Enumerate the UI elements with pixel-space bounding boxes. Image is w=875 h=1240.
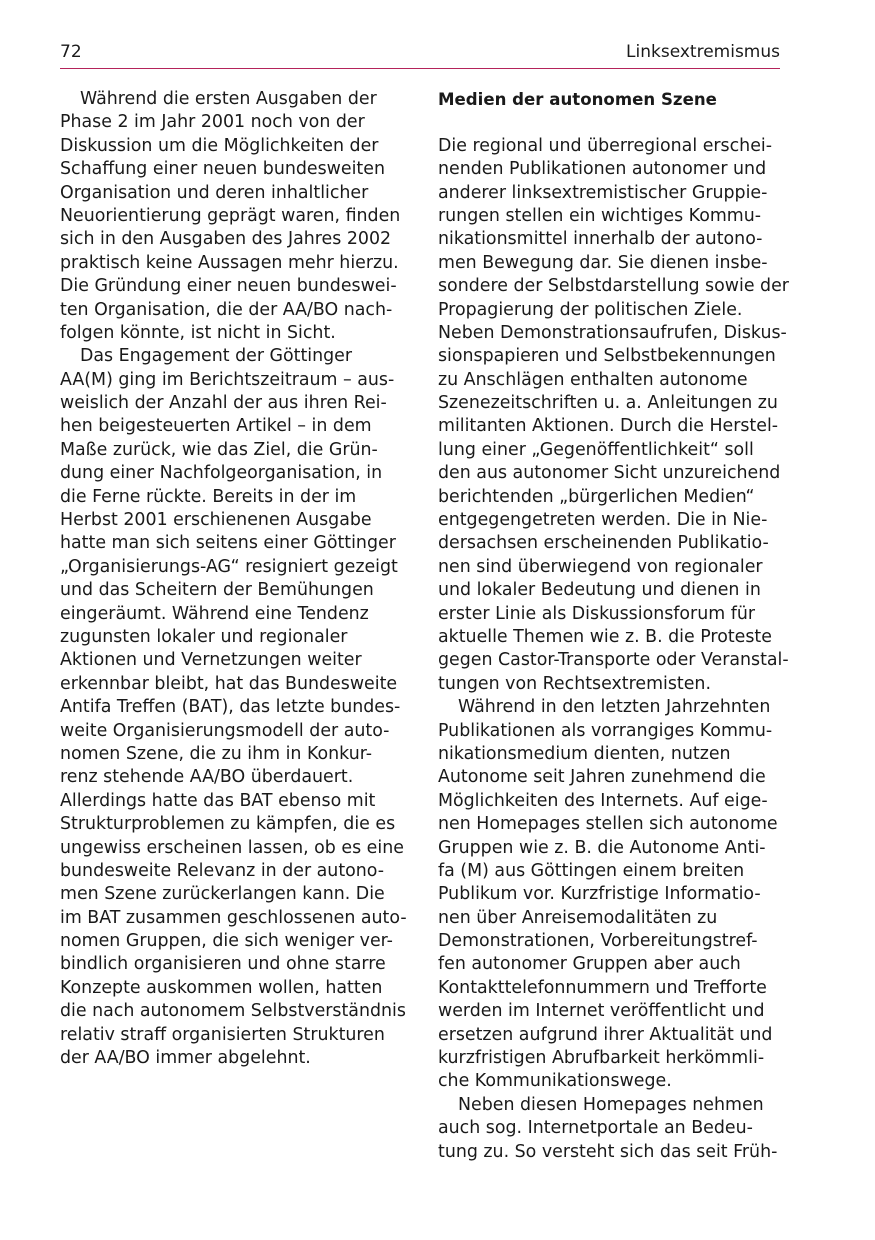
text-line: dung einer Nachfolgeorganisation, in bbox=[60, 463, 383, 484]
text-line: ten Organisation, die der AA/BO nach- bbox=[60, 299, 393, 320]
text-line: Während in den letzten Jahrzehnten bbox=[458, 697, 771, 718]
text-line: im BAT zusammen geschlossenen auto- bbox=[60, 907, 407, 928]
text-line: anderer linksextremistischer Gruppie- bbox=[438, 182, 768, 203]
text-line: Autonome seit Jahren zunehmend die bbox=[438, 767, 766, 788]
right-column bbox=[438, 88, 789, 1164]
text-line: nen Homepages stellen sich autonome bbox=[438, 814, 778, 835]
text-line: Neben diesen Homepages nehmen bbox=[458, 1094, 764, 1115]
text-line: sich in den Ausgaben des Jahres 2002 bbox=[60, 229, 392, 250]
text-line: „Organisierungs-AG“ resigniert gezeigt bbox=[60, 556, 398, 577]
text-line: Publikationen als vorrangiges Kommu- bbox=[438, 720, 773, 741]
text-line: fa (M) aus Göttingen einem breiten bbox=[438, 860, 745, 881]
text-line: werden im Internet veröffentlicht und bbox=[438, 1001, 765, 1022]
running-title: Linksextremismus bbox=[626, 42, 780, 62]
text-line: und lokaler Bedeutung und dienen in bbox=[438, 580, 761, 601]
text-line: fen autonomer Gruppen aber auch bbox=[438, 954, 741, 975]
text-line: die Ferne rückte. Bereits in der im bbox=[60, 486, 357, 507]
text-line: Maße zurück, wie das Ziel, die Grün- bbox=[60, 439, 378, 460]
text-line: sionspapieren und Selbstbekennungen bbox=[438, 346, 776, 367]
text-line: erkennbar bleibt, hat das Bundesweite bbox=[60, 673, 398, 694]
text-line: Publikum vor. Kurzfristige Informatio- bbox=[438, 884, 761, 905]
text-line: auch sog. Internetportale an Bedeu- bbox=[438, 1118, 753, 1139]
text-line: Diskussion um die Möglichkeiten der bbox=[60, 135, 379, 156]
text-line: den aus autonomer Sicht unzureichend bbox=[438, 463, 781, 484]
text-line: zugunsten lokaler und regionaler bbox=[60, 626, 348, 647]
text-line: Antifa Treffen (BAT), das letzte bundes- bbox=[60, 697, 401, 718]
text-line: men Szene zurückerlangen kann. Die bbox=[60, 884, 385, 905]
text-line: nikationsmedium dienten, nutzen bbox=[438, 743, 731, 764]
text-line: zu Anschlägen enthalten autonome bbox=[438, 369, 748, 390]
text-line: sondere der Selbstdarstellung sowie der bbox=[438, 276, 789, 297]
text-line: militanten Aktionen. Durch die Herstel- bbox=[438, 416, 779, 437]
text-line: Demonstrationen, Vorbereitungstref- bbox=[438, 931, 758, 952]
text-line: tungen von Rechtsextremisten. bbox=[438, 673, 711, 694]
section-heading: Medien der autonomen Szene bbox=[438, 90, 717, 109]
text-line: Strukturproblemen zu kämpfen, die es bbox=[60, 814, 396, 835]
text-line: gegen Castor-Transporte oder Veranstal- bbox=[438, 650, 789, 671]
text-line: Herbst 2001 erschienenen Ausgabe bbox=[60, 510, 372, 531]
text-line: bindlich organisieren und ohne starre bbox=[60, 954, 386, 975]
text-line: nen sind überwiegend von regionaler bbox=[438, 556, 763, 577]
text-line: Gruppen wie z. B. die Autonome Anti- bbox=[438, 837, 766, 858]
text-line: nenden Publikationen autonomer und bbox=[438, 159, 767, 180]
text-line: und das Scheitern der Bemühungen bbox=[60, 580, 374, 601]
text-line: nomen Szene, die zu ihm in Konkur- bbox=[60, 743, 373, 764]
text-line: Neben Demonstrationsaufrufen, Diskus- bbox=[438, 322, 787, 343]
text-line: Das Engagement der Göttinger bbox=[80, 346, 353, 367]
text-line: bundesweite Relevanz in der autono- bbox=[60, 860, 385, 881]
text-line: Neuorientierung geprägt waren, finden bbox=[60, 205, 401, 226]
text-line: weite Organisierungsmodell der auto- bbox=[60, 720, 390, 741]
text-line: der AA/BO immer abgelehnt. bbox=[60, 1048, 311, 1069]
text-line: aktuelle Themen wie z. B. die Proteste bbox=[438, 626, 772, 647]
text-line: hatte man sich seitens einer Göttinger bbox=[60, 533, 396, 554]
text-line: dersachsen erscheinenden Publikatio- bbox=[438, 533, 769, 554]
text-line: folgen könnte, ist nicht in Sicht. bbox=[60, 322, 336, 343]
text-line: Möglichkeiten des Internets. Auf eige- bbox=[438, 790, 768, 811]
text-line: nikationsmittel innerhalb der autono- bbox=[438, 229, 763, 250]
text-line: Konzepte auskommen wollen, hatten bbox=[60, 977, 383, 998]
text-line: Schaffung einer neuen bundesweiten bbox=[60, 159, 385, 180]
text-line: ersetzen aufgrund ihrer Aktualität und bbox=[438, 1024, 773, 1045]
right-column-body bbox=[438, 135, 789, 1164]
text-line: Während die ersten Ausgaben der bbox=[80, 89, 377, 109]
text-line: ungewiss erscheinen lassen, ob es eine bbox=[60, 837, 404, 858]
text-line: relativ straff organisierten Strukturen bbox=[60, 1024, 385, 1045]
text-line: Kontakttelefonnummern und Trefforte bbox=[438, 977, 767, 998]
text-line: che Kommunikationswege. bbox=[438, 1071, 672, 1092]
text-line: tung zu. So versteht sich das seit Früh- bbox=[438, 1141, 778, 1162]
text-line: renz stehende AA/BO überdauert. bbox=[60, 767, 354, 788]
left-column bbox=[60, 88, 405, 1070]
text-line: weislich der Anzahl der aus ihren Rei- bbox=[60, 393, 387, 414]
text-line: Aktionen und Vernetzungen weiter bbox=[60, 650, 362, 671]
text-line: men Bewegung dar. Sie dienen insbe- bbox=[438, 252, 768, 273]
text-line: Szenezeitschriften u. a. Anleitungen zu bbox=[438, 393, 778, 414]
text-line: AA(M) ging im Berichtszeitraum – aus- bbox=[60, 369, 395, 390]
text-line: die nach autonomem Selbstverständnis bbox=[60, 1001, 406, 1022]
text-line: erster Linie als Diskussionsforum für bbox=[438, 603, 755, 624]
text-line: berichtenden „bürgerlichen Medien“ bbox=[438, 486, 755, 507]
text-line: entgegengetreten werden. Die in Nie- bbox=[438, 510, 768, 531]
text-line: praktisch keine Aussagen mehr hierzu. bbox=[60, 252, 399, 273]
text-line: Allerdings hatte das BAT ebenso mit bbox=[60, 790, 376, 811]
text-line: Organisation und deren inhaltlicher bbox=[60, 182, 369, 203]
text-line: nomen Gruppen, die sich weniger ver- bbox=[60, 931, 393, 952]
text-line: lung einer „Gegenöffentlichkeit“ soll bbox=[438, 439, 754, 460]
text-line: rungen stellen ein wichtiges Kommu- bbox=[438, 205, 762, 226]
text-line: eingeräumt. Während eine Tendenz bbox=[60, 603, 369, 624]
text-line: hen beigesteuerten Artikel – in dem bbox=[60, 416, 372, 437]
text-line: nen über Anreisemodalitäten zu bbox=[438, 907, 718, 928]
page-header bbox=[60, 42, 780, 69]
page-number: 72 bbox=[60, 42, 82, 62]
text-line: kurzfristigen Abrufbarkeit herkömmli- bbox=[438, 1048, 765, 1069]
text-line: Phase 2 im Jahr 2001 noch von der bbox=[60, 112, 365, 133]
text-line: Die Gründung einer neuen bundeswei- bbox=[60, 276, 397, 297]
heading-spacer bbox=[438, 111, 783, 134]
text-line: Die regional und überregional erschei- bbox=[438, 135, 772, 156]
text-line: Propagierung der politischen Ziele. bbox=[438, 299, 743, 320]
